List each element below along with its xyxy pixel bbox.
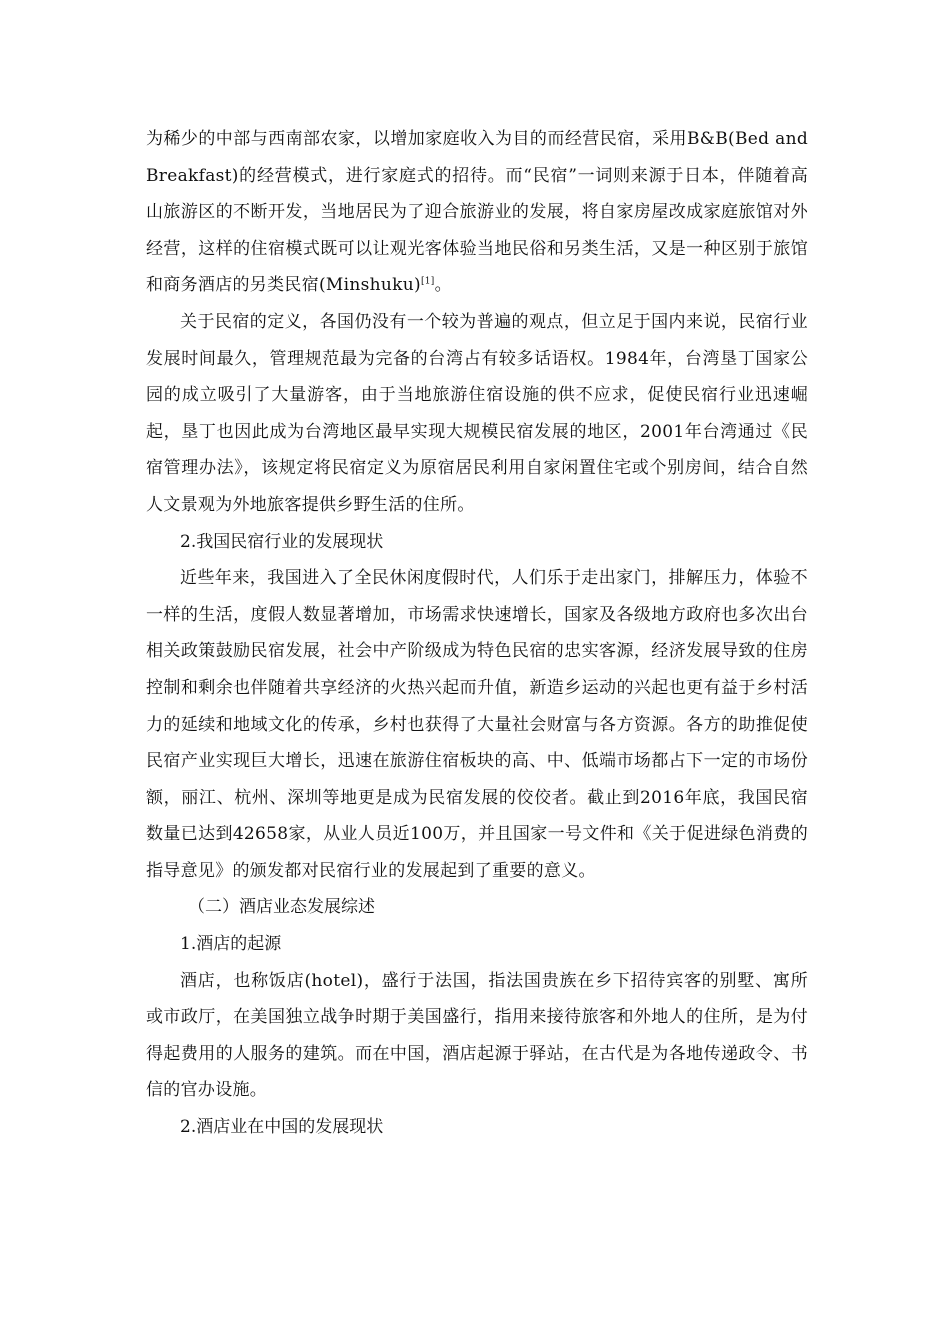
paragraph-minsu-origin: [146, 121, 808, 304]
citation-marker: [1]: [420, 276, 435, 287]
paragraph-text: 为稀少的中部与西南部农家，以增加家庭收入为目的而经营民宿，采用B&B(Bed and Breakfast)的经营模式，进行家庭式的招待。而“民宿”一词则来源于日本，伴随着高山旅游区的不断开发，当地居民为了迎合旅游业的发展，将自家房屋改成家庭旅馆对外经营，这样的住宿模式既可以让观光客体验当地民俗和另类生活，又是一种区别于旅馆和商务酒店的另类民宿(Minshuku): [146, 129, 808, 296]
section-heading-hotel-overview: （二）酒店业态发展综述: [188, 897, 375, 918]
paragraph-text-end: 。: [434, 275, 452, 296]
paragraph-minsu-definition: 关于民宿的定义，各国仍没有一个较为普遍的观点，但立足于国内来说，民宿行业发展时间最久，管理规范最为完备的台湾占有较多话语权。1984年，台湾垦丁国家公园的成立吸引了大量游客，由于当地旅游住宿设施的供不应求，促使民宿行业迅速崛起，垦丁也因此成为台湾地区最早实现大规模民宿发展的地区，2001年台湾通过《民宿管理办法》，该规定将民宿定义为原宿居民利用自家闲置住宅或个别房间，结合自然人文景观为外地旅客提供乡野生活的住所。: [146, 311, 808, 515]
paragraph-minsu-status: 近些年来，我国进入了全民休闲度假时代，人们乐于走出家门，排解压力，体验不一样的生活，度假人数显著增加，市场需求快速增长，国家及各级地方政府也多次出台相关政策鼓励民宿发展，社会中产阶级成为特色民宿的忠实客源，经济发展导致的住房控制和剩余也伴随着共享经济的火热兴起而升值，新造乡运动的兴起也更有益于乡村活力的延续和地域文化的传承，乡村也获得了大量社会财富与各方资源。各方的助推促使民宿产业实现巨大增长，迅速在旅游住宿板块的高、中、低端市场都占下一定的市场份额，丽江、杭州、深圳等地更是成为民宿发展的佼佼者。截止到2016年底，我国民宿数量已达到42658家，从业人员近100万，并且国家一号文件和《关于促进绿色消费的指导意见》的颁发都对民宿行业的发展起到了重要的意义。: [146, 568, 808, 881]
section-heading-minsu-status: 2.我国民宿行业的发展现状: [180, 531, 384, 552]
section-heading-hotel-origin: 1.酒店的起源: [180, 934, 282, 955]
document-page: [146, 121, 808, 1146]
paragraph-hotel-origin: 酒店，也称饭店(hotel)，盛行于法国，指法国贵族在乡下招待宾客的别墅、寓所或市政厅，在美国独立战争时期于美国盛行，指用来接待旅客和外地人的住所，是为付得起费用的人服务的建筑。而在中国，酒店起源于驿站，在古代是为各地传递政令、书信的官办设施。: [146, 970, 808, 1101]
section-heading-hotel-china: 2.酒店业在中国的发展现状: [180, 1117, 384, 1138]
